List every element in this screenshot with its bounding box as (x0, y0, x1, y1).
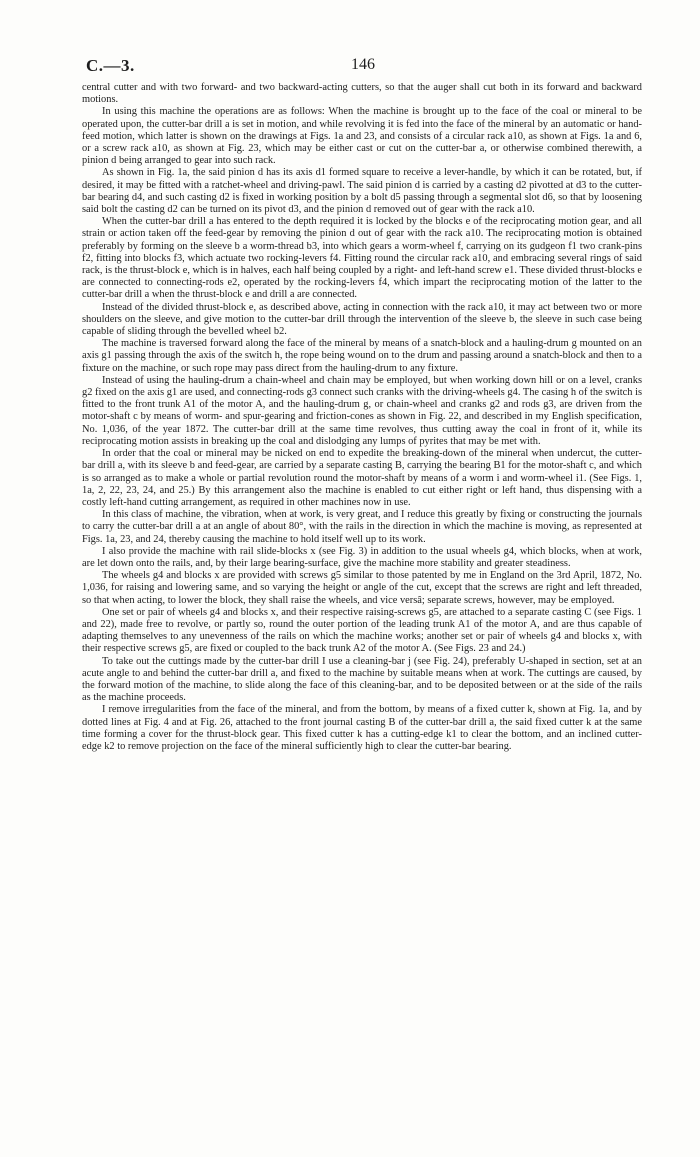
paragraph-7: Instead of using the hauling-drum a chain-wheel and chain may be employed, but when working down hill or on a level, cranks g2 fixed on the axis g1 are used, and connecting-rods g3 connect such cranks with the driving-wheels g4. The casing h of the switch is fitted to the front trunk A1 of the motor A, and the hauling-drum g, or chain-wheel and cranks g2 and rods g3, are driven from the motor-shaft c by means of worm- and spur-gearing and friction-cones as shown in Fig. 22, and described in my English specification, No. 1,036, of the year 1872. The cutter-bar drill at the same time revolves, thus cutting away the coal in front of it, while its reciprocating motion assists in breaking up the coal and dislodging any lumps of pyrites that may be met with. (82, 374, 642, 447)
paragraph-3: As shown in Fig. 1a, the said pinion d has its axis d1 formed square to receive a lever-handle, by which it can be rotated, but, if desired, it may be fitted with a ratchet-wheel and driving-pawl. The said pinion d is carried by a casting d2 pivotted at d3 to the cutter-bar bearing d4, and such casting d2 is fixed in working position by a bolt d5 passing through a segmental slot d6, so that by loosening said bolt the casting d2 can be turned on its pivot d3, and the pinion d removed out of gear with the rack a10. (82, 167, 642, 216)
page-header (86, 56, 640, 80)
paragraph-10: I also provide the machine with rail slide-blocks x (see Fig. 3) in addition to the usual wheels g4, which blocks, when at work, are let down onto the rails, and, by their large bearing-surface, give the machine more stability and greater steadiness. (82, 545, 642, 569)
paragraph-4: When the cutter-bar drill a has entered to the depth required it is locked by the blocks e of the reciprocating motion gear, and all strain or action taken off the feed-gear by removing the pinion d out of gear with the rack a10. The reciprocating motion is obtained preferably by forming on the sleeve b a worm-thread b3, into which gears a worm-wheel f, carrying on its gudgeon f1 two crank-pins f2, fitting into blocks f3, which actuate two rocking-levers f4. Fitting round the circular rack a10, and embracing several rings of said rack, is the thrust-block e, which is in halves, each half being coupled by a right- and left-hand screw e1. These divided thrust-blocks e are connected to connecting-rods e2, operated by the rocking-levers f4, which impart the reciprocating motion of the latter to the cutter-bar drill a when the thrust-block e and drill a are connected. (82, 216, 642, 301)
paragraph-1: central cutter and with two forward- and two backward-acting cutters, so that the auger shall cut both in its forward and backward motions. (82, 82, 642, 106)
paragraph-11: The wheels g4 and blocks x are provided with screws g5 similar to those patented by me in England on the 3rd April, 1872, No. 1,036, for raising and lowering same, and so varying the height or angle of the cut, except that the screws are right and left threaded, so that when acting, to lower the block, they shall raise the wheels, and vice versâ; separate screws, however, may be employed. (82, 570, 642, 606)
body-text (82, 82, 642, 753)
running-head: C.—3. (86, 56, 135, 75)
paragraph-9: In this class of machine, the vibration, when at work, is very great, and I reduce this greatly by fixing or constructing the journals to carry the cutter-bar drill a at an angle of about 80°, with the rails in the direction in which the machine is moving, as represented at Figs. 1a, 23, and 24, thereby causing the machine to hold itself well up to its work. (82, 509, 642, 545)
paragraph-14: I remove irregularities from the face of the mineral, and from the bottom, by means of a fixed cutter k, shown at Fig. 1a, and by dotted lines at Fig. 4 and at Fig. 26, attached to the front journal casting B of the cutter-bar drill a, the said fixed cutter k at the same time forming a cover for the thrust-block gear. This fixed cutter k has a cutting-edge k1 to clear the bottom, and an inclined cutter-edge k2 to remove projection on the face of the mineral sufficiently high to clear the cutter-bar bearing. (82, 704, 642, 752)
paragraph-6: The machine is traversed forward along the face of the mineral by means of a snatch-block and a hauling-drum g mounted on an axis g1 passing through the axis of the switch h, the rope being wound on to the drum and passing around a snatch-block and then to a fixture on the machine, or such rope may pass direct from the hauling-drum to any fixture. (82, 338, 642, 374)
paragraph-2: In using this machine the operations are as follows: When the machine is brought up to the face of the coal or mineral to be operated upon, the cutter-bar drill a is set in motion, and while revolving it is fed into the face of the mineral by an automatic or hand-feed motion, which latter is shown on the drawings at Figs. 1a and 23, and consists of a circular rack a10, as shown at Figs. 1a and 6, or a screw rack a10, as shown at Fig. 23, which may be either cast or cut on the cutter-bar a, or otherwise combined therewith, a pinion d being arranged to gear into such rack. (82, 106, 642, 167)
paragraph-8: In order that the coal or mineral may be nicked on end to expedite the breaking-down of the mineral when undercut, the cutter-bar drill a, with its sleeve b and feed-gear, are carried by a separate casting B, carrying the bearing B1 for the motor-shaft c, and which is so arranged as to make a whole or partial revolution round the motor-shaft by means of a worm i and worm-wheel i1. (See Figs. 1, 1a, 2, 22, 23, 24, and 25.) By this arrangement also the machine is enabled to cut either right or left hand, thus dispensing with a costly left-hand cutting arrangement, as required in other machines now in use. (82, 448, 642, 508)
paragraph-12: One set or pair of wheels g4 and blocks x, and their respective raising-screws g5, are attached to a separate casting C (see Figs. 1 and 22), made free to revolve, or partly so, round the outer portion of the leading trunk A1 of the motor A, and are thus capable of adapting themselves to any unevenness of the rails on which the machine works; another set or pair of wheels g4 and blocks x, with their respective screws g5, are fixed or coupled to the back trunk A2 of the motor A. (See Figs. 23 and 24.) (82, 606, 642, 655)
page-number: 146 (351, 56, 375, 73)
paragraph-13: To take out the cuttings made by the cutter-bar drill I use a cleaning-bar j (see Fig. 24), preferably U-shaped in section, set at an acute angle to and behind the cutter-bar drill a, and fixed to the machine by suitable means when at work. The cuttings are caused, by the forward motion of the machine, to slide along the face of this cleaning-bar, and to be deposited between or at the side of the rails as the machine proceeds. (82, 655, 642, 704)
paragraph-5: Instead of the divided thrust-block e, as described above, acting in connection with the rack a10, it may act between two or more shoulders on the sleeve, and give motion to the cutter-bar drill through the intervention of the sleeve b, the sleeve in such case being capable of sliding through the bevelled wheel b2. (82, 301, 642, 338)
